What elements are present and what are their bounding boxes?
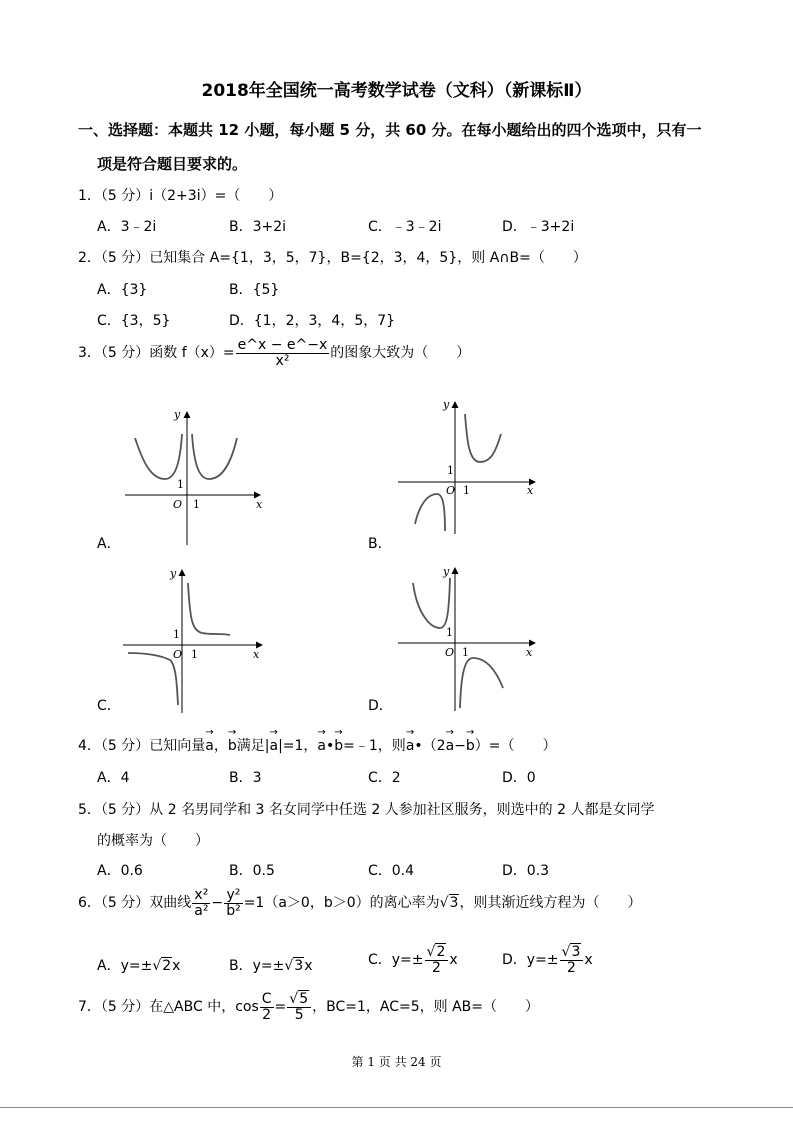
graph-d-origin: O <box>445 646 455 659</box>
q4-mid3: =﹣1，则 <box>343 738 406 754</box>
q6-a-pre: A．y=± <box>97 958 153 974</box>
q6-b-pre: B．y=± <box>229 958 285 974</box>
q6-option-c <box>368 945 458 975</box>
question-2-stem: 2．（5 分）已知集合 A={1，3，5，7}，B={2，3，4，5}，则 A∩B=（ ） <box>78 250 587 266</box>
q4-vector-a-abs: → a <box>269 738 278 754</box>
q3-suffix: 的图象大致为（ ） <box>330 345 471 362</box>
graph-a-x-label: x <box>256 498 263 511</box>
q6-c-den: 2 <box>431 959 441 976</box>
q4-option-c: C．2 <box>368 770 401 786</box>
q4-vector-2a: → a <box>446 738 455 754</box>
q7-suffix: ，BC=1，AC=5，则 AB=（ ） <box>312 999 539 1016</box>
q4-option-a: A．4 <box>97 770 130 786</box>
q5-option-c: C．0.4 <box>368 863 415 879</box>
q6-d-num: √3 <box>560 945 584 961</box>
q4-vector-b-expr: → b <box>466 738 475 754</box>
q4-mid4: •（2 <box>414 738 446 754</box>
q6-c-post: x <box>449 952 458 969</box>
q4-vector-b: → b <box>228 738 237 754</box>
q7-frac-root-num: √5 <box>287 992 311 1008</box>
q2-option-b: B．{5} <box>229 282 280 298</box>
q6-b-post: x <box>304 958 313 974</box>
q6-a-root: 2 <box>162 958 172 974</box>
q3-option-c: C． <box>97 698 121 714</box>
bottom-divider <box>0 1107 793 1108</box>
q4-vector-a-expr: → a <box>406 738 415 754</box>
q4-vector-a-dot: → a <box>317 738 326 754</box>
graph-a-y-one: 1 <box>177 478 184 491</box>
q4-sep: ， <box>213 738 228 754</box>
q7-frac-c <box>260 992 274 1022</box>
q3-numerator: e^x − e^−x <box>237 337 328 353</box>
q2-option-c: C．{3，5} <box>97 313 171 329</box>
page-footer: 第 1 页 共 24 页 <box>351 1055 442 1069</box>
graph-b <box>395 396 545 536</box>
q6-minus: − <box>211 895 224 912</box>
q6-d-root: 3 <box>571 944 581 960</box>
q6-a-post: x <box>172 958 181 974</box>
q6-c-pre: C．y=± <box>368 952 424 969</box>
graph-d <box>395 563 545 713</box>
q6-d-post: x <box>584 952 593 969</box>
q4-vector-a: → a <box>205 738 214 754</box>
q6-b-root: 3 <box>294 958 304 974</box>
graph-a <box>120 404 270 549</box>
q7-frac-c-num: C <box>261 991 272 1007</box>
section-heading-line1: 一、选择题：本题共 12 小题，每小题 5 分，共 60 分。在每小题给出的四个选项中，只有一 <box>78 121 702 139</box>
q3-denominator: x² <box>275 352 290 369</box>
q7-prefix: 7．（5 分）在△ABC 中，cos <box>78 999 259 1016</box>
q2-option-a: A．{3} <box>97 282 148 298</box>
question-1-stem: 1．（5 分）i（2+3i）=（ ） <box>78 188 283 204</box>
graph-a-y-label: y <box>174 408 181 421</box>
q3-fraction <box>236 338 330 368</box>
graph-c-y-one: 1 <box>173 628 180 641</box>
q4-mid2: |=1， <box>278 738 318 754</box>
q6-suffix: ，则其渐近线方程为（ ） <box>459 895 642 912</box>
question-5-line1: 5．（5 分）从 2 名男同学和 3 名女同学中任选 2 人参加社区服务，则选中的 2 人都是女同学 <box>78 802 655 818</box>
graph-b-y-label: y <box>443 398 450 411</box>
q4-suffix: ）=（ ） <box>474 738 557 754</box>
q6-option-a: A．y=±√2x <box>97 958 181 974</box>
graph-b-origin: O <box>446 484 456 497</box>
q4-minus: − <box>454 738 466 754</box>
question-3-stem <box>78 338 470 368</box>
q3-option-d: D． <box>368 698 393 714</box>
q6-frac-x-den: a² <box>194 902 209 919</box>
q6-frac-x <box>192 888 210 918</box>
graph-c-origin: O <box>173 648 183 661</box>
q3-prefix: 3．（5 分）函数 f（x）= <box>78 345 235 362</box>
q7-frac-root-den: 5 <box>294 1006 304 1023</box>
q4-mid1: 满足| <box>236 738 270 754</box>
graph-c <box>120 565 270 715</box>
q3-option-a: A． <box>97 536 121 552</box>
q1-option-a: A．3﹣2i <box>97 219 157 235</box>
graph-c-x-one: 1 <box>191 648 198 661</box>
graph-d-x-label: x <box>526 646 533 659</box>
graph-d-x-one: 1 <box>462 646 469 659</box>
graph-b-x-one: 1 <box>463 484 470 497</box>
question-4-stem <box>78 735 557 755</box>
q6-c-frac <box>425 945 449 975</box>
q6-prefix: 6．（5 分）双曲线 <box>78 895 192 912</box>
graph-c-y-label: y <box>170 567 177 580</box>
q5-option-d: D．0.3 <box>502 863 550 879</box>
q7-eq: = <box>274 999 287 1016</box>
graph-b-x-label: x <box>527 484 534 497</box>
graph-c-x-label: x <box>253 648 260 661</box>
q7-root: 5 <box>299 991 309 1007</box>
q4-dot: • <box>326 738 335 754</box>
q6-frac-y-num: y² <box>224 888 243 904</box>
q1-option-c: C．﹣3﹣2i <box>368 219 442 235</box>
q6-c-num: √2 <box>425 945 449 961</box>
q4-option-b: B．3 <box>229 770 262 786</box>
graph-d-y-label: y <box>443 565 450 578</box>
q6-root: 3 <box>449 895 459 912</box>
question-5-line2: 的概率为（ ） <box>97 833 209 849</box>
q1-option-d: D．﹣3+2i <box>502 219 575 235</box>
question-6-stem: 6．（5 分）双曲线 $\frac{\text{x²}}{\text{a²}}$ − $\frac{\text{y²}}{\text{b²}}$ =1（a＞0，b＞0）的离心率为√3，则其渐近线方程为（ ） <box>78 887 642 919</box>
q6-c-root: 2 <box>436 944 446 960</box>
q3-option-b: B． <box>368 536 392 552</box>
q6-d-frac <box>560 945 584 975</box>
graph-a-x-one: 1 <box>193 498 200 511</box>
q6-d-den: 2 <box>566 959 576 976</box>
q1-option-b: B．3+2i <box>229 219 287 235</box>
question-7-stem <box>78 992 539 1022</box>
q7-frac-root <box>287 992 311 1022</box>
page-title: 2018年全国统一高考数学试卷（文科）（新课标Ⅱ） <box>201 81 592 101</box>
q6-frac-y <box>224 888 243 918</box>
graph-d-y-one: 1 <box>446 626 453 639</box>
q4-vector-b-dot: → b <box>334 738 343 754</box>
q6-frac-y-den: b² <box>226 902 241 919</box>
q4-prefix: 4．（5 分）已知向量 <box>78 738 206 754</box>
section-heading-line2: 项是符合题目要求的。 <box>97 155 248 173</box>
q4-option-d: D．0 <box>502 770 536 786</box>
q6-d-pre: D．y=± <box>502 952 559 969</box>
q6-option-b: B．y=±√3x <box>229 958 313 974</box>
graph-b-y-one: 1 <box>447 464 454 477</box>
q6-option-d <box>502 945 593 975</box>
graph-a-origin: O <box>173 498 183 511</box>
q7-frac-c-den: 2 <box>262 1006 272 1023</box>
q2-option-d: D．{1，2，3，4，5，7} <box>229 313 396 329</box>
q5-option-a: A．0.6 <box>97 863 143 879</box>
q5-option-b: B．0.5 <box>229 863 275 879</box>
q6-mid: =1（a＞0，b＞0）的离心率为 <box>243 895 440 912</box>
q6-frac-x-num: x² <box>192 888 210 904</box>
